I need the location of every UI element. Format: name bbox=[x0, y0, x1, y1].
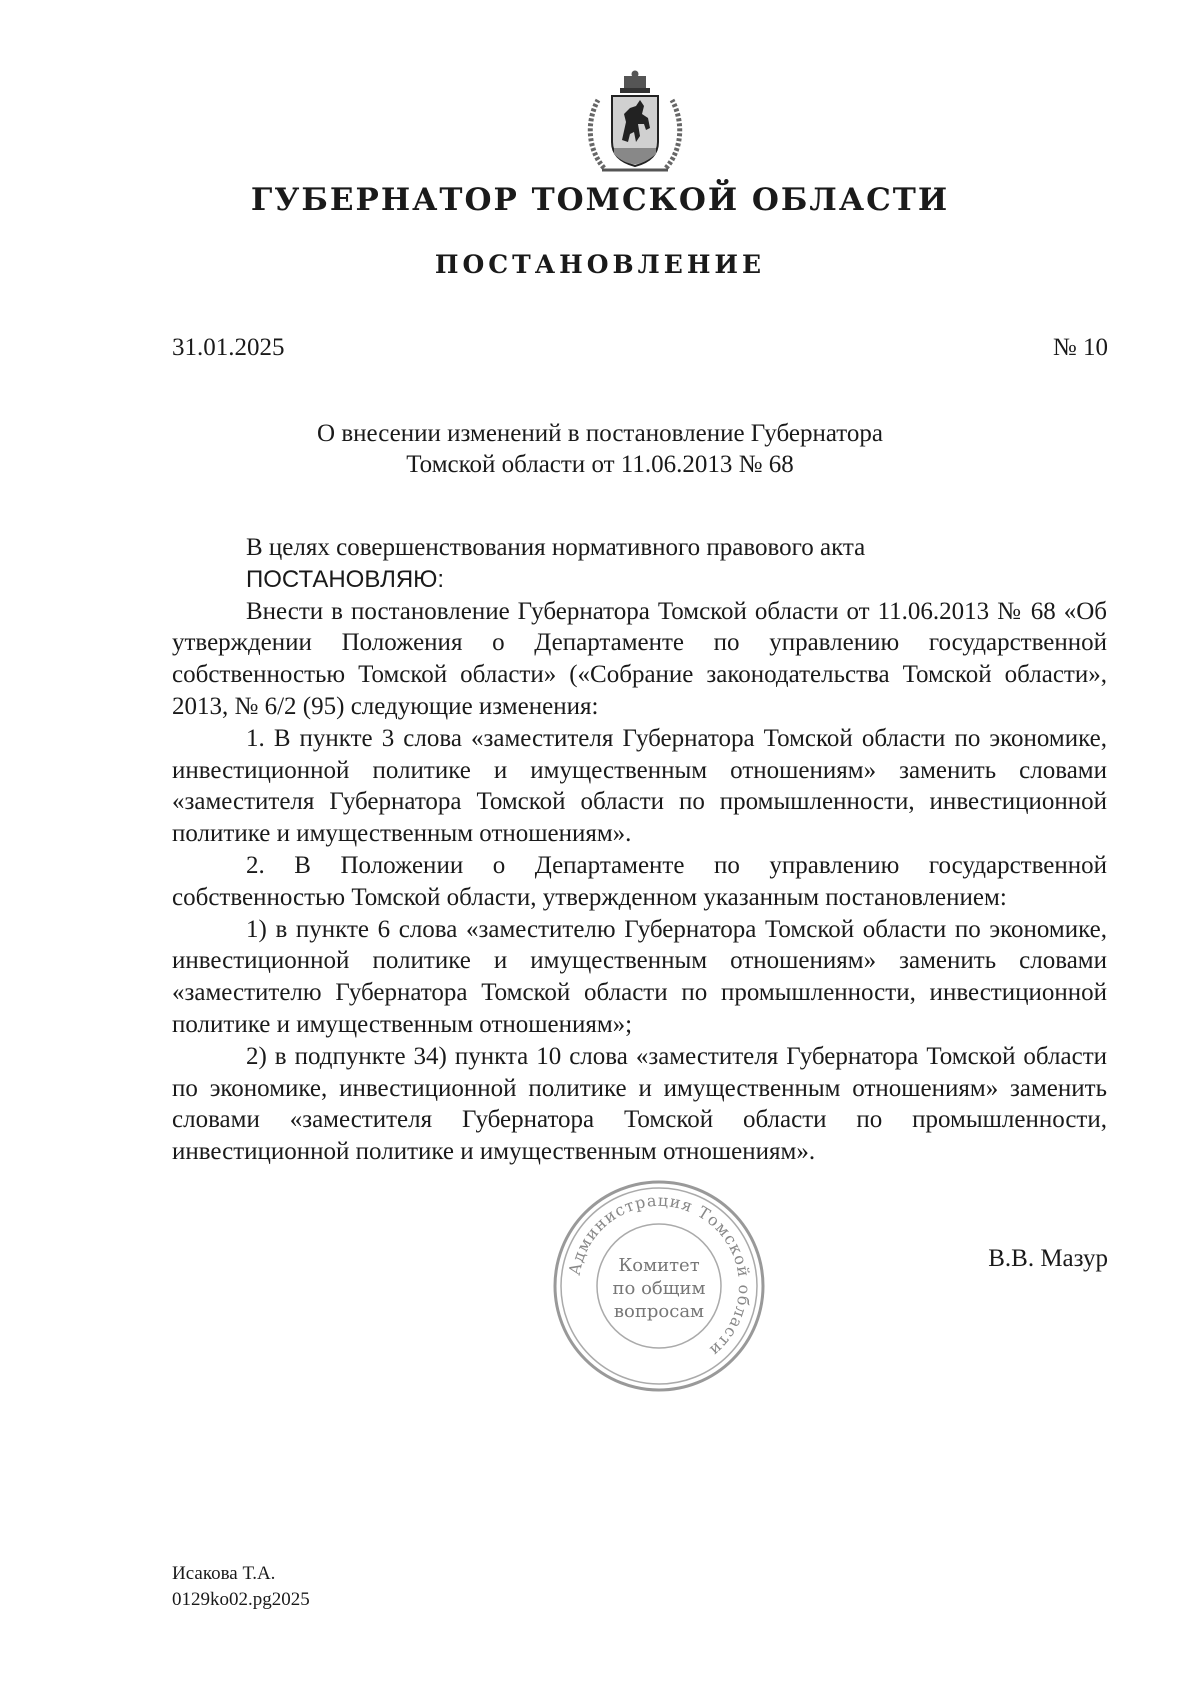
document-date: 31.01.2025 bbox=[172, 334, 285, 361]
decree-word: ПОСТАНОВЛЯЮ: bbox=[246, 565, 445, 593]
stamp-center-line: Комитет bbox=[618, 1255, 700, 1276]
executor-name: Исакова Т.А. bbox=[172, 1563, 276, 1584]
document-number: № 10 bbox=[1052, 334, 1108, 361]
executor-block bbox=[172, 1561, 310, 1613]
body-paragraph: Внести в постановление Губернатора Томской области от 11.06.2013 № 68 «Об утверждении Положения о Департаменте по управлению государственной собственностью Томской области» («Собрание законодательства Томской области», 2013, № 6/2 (95) следующие изменения: bbox=[172, 597, 1107, 720]
body-paragraph: 1) в пункте 6 слова «заместителю Губернатора Томской области по экономике, инвестиционной политике и имущественным отношениям» заменить словами «заместителю Губернатора Томской области по промышленности, инвестиционной политике и имущественным отношениям»; bbox=[172, 915, 1107, 1038]
stamp-center-line: вопросам bbox=[613, 1301, 705, 1322]
preamble-paragraph: В целях совершенствования нормативного правового акта bbox=[246, 534, 866, 561]
stamp-center-line: по общим bbox=[612, 1278, 706, 1299]
subject-line: Томской области от 11.06.2013 № 68 bbox=[406, 451, 794, 478]
round-stamp bbox=[550, 1177, 768, 1395]
document-body bbox=[172, 532, 1107, 1168]
document-subject bbox=[0, 418, 1200, 480]
file-code: 0129ko02.pg2025 bbox=[172, 1589, 310, 1610]
stamp-ring-text: Администрация Томской области bbox=[564, 1190, 755, 1361]
tomsk-coat-of-arms-icon bbox=[584, 70, 686, 178]
document-type: ПОСТАНОВЛЕНИЕ bbox=[434, 250, 766, 279]
body-paragraph: 1. В пункте 3 слова «заместителя Губернатора Томской области по экономике, инвестиционной политике и имущественным отношениям» заменить словами «заместителя Губернатора Томской области по промышленности, инвестиционной политике и имущественным отношениям». bbox=[172, 724, 1107, 848]
body-paragraph: 2) в подпункте 34) пункта 10 слова «заместителя Губернатора Томской области по экономике, инвестиционной политике и имущественным отношениям» заменить словами «заместителя Губернатора Томской области по промышленности, инвестиционной политике и имущественным отношениям». bbox=[172, 1042, 1107, 1166]
body-paragraph: 2. В Положении о Департаменте по управлению государственной собственностью Томской области, утвержденном указанным постановлением: bbox=[172, 851, 1107, 911]
issuer-title: ГУБЕРНАТОР ТОМСКОЙ ОБЛАСТИ bbox=[250, 182, 950, 218]
signer-name: В.В. Мазур bbox=[988, 1245, 1108, 1272]
subject-line: О внесении изменений в постановление Губернатора bbox=[317, 420, 883, 447]
